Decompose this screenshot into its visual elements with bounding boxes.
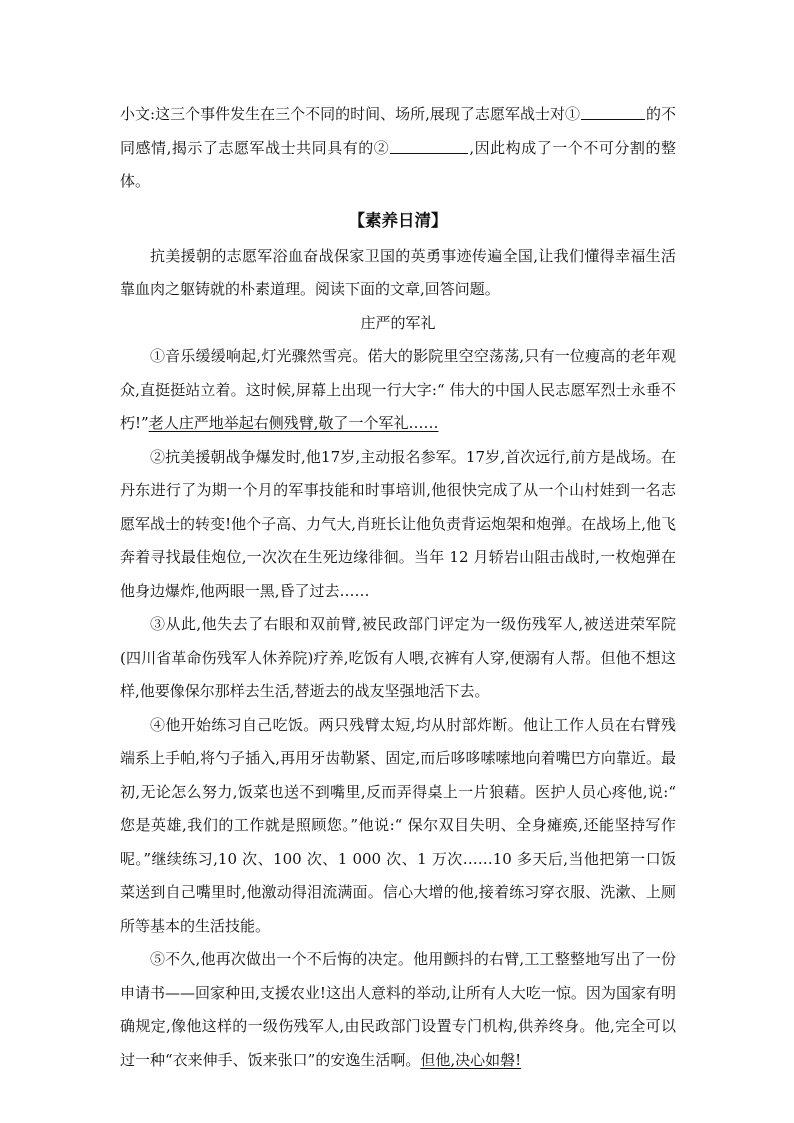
answer-blank-1[interactable] bbox=[581, 104, 645, 120]
intro-text-1: 小文:这三个事件发生在三个不同的时间、场所,展现了志愿军战士对① bbox=[120, 105, 580, 123]
paragraph-1-underlined: 老人庄严地举起右侧残臂,敬了一个军礼…… bbox=[148, 414, 439, 432]
article-paragraph-4: ④他开始练习自己吃饭。两只残臂太短,均从肘部炸断。他让工作人员在右臂残端系上手帕,将勺子插入,再用牙齿勒紧、固定,而后哆哆嗦嗦地向着嘴巴方向靠近。最初,无论怎么努力,饭菜也送不到嘴里,反而弄得桌上一片狼藉。医护人员心疼他,说:“ 您是英雄,我们的工作就是照顾您。”他说:“ 保尔双目失明、全身瘫痪,还能坚持写作呢。”继续练习,10 次、100 次、1 000 次、1 万次……10 多天后,当他把第一口饭菜送到自己嘴里时,他激动得泪流满面。信心大增的他,接着练习穿衣服、洗漱、上厕所等基本的生活技能。 bbox=[120, 715, 676, 935]
article-paragraph-5 bbox=[120, 943, 676, 1077]
paragraph-5-underlined: 但他,决心如磐! bbox=[420, 1050, 522, 1069]
answer-blank-2[interactable] bbox=[390, 138, 468, 154]
article-paragraph-2: ②抗美援朝战争爆发时,他17岁,主动报名参军。17岁,首次远行,前方是战场。在丹东进行了为期一个月的军事技能和时事培训,他很快完成了从一个山村娃到一名志愿军战士的转变!他个子高、力气大,肖班长让他负责背运炮架和炮弹。在战场上,他飞奔着寻找最佳炮位,一次次在生死边缘徘徊。当年 12 月轿岩山阻击战时,一枚炮弹在他身边爆炸,他两眼一黑,昏了过去…… bbox=[120, 447, 676, 600]
intro-paragraph bbox=[120, 98, 676, 199]
article-title: 庄严的军礼 bbox=[360, 313, 436, 332]
paragraph-5-text: ⑤不久,他再次做出一个不后悔的决定。他用颤抖的右臂,工工整整地写出了一份申请书——回家种田,支援农业!这出人意料的举动,让所有人大吃一惊。因为国家有明确规定,像他这样的一级伤残军人,由民政部门设置专门机构,供养终身。他,完全可以过一种“衣来伸手、饭来张口”的安逸生活啊。 bbox=[120, 950, 676, 1069]
document-page bbox=[120, 98, 676, 1077]
article-paragraph-1 bbox=[120, 340, 676, 441]
intro-text-2: 的不同感情,揭示了志愿军战士共同具有的② bbox=[120, 105, 676, 157]
paragraph-1-text: ①音乐缓缓响起,灯光骤然雪亮。偌大的影院里空空荡荡,只有一位瘦高的老年观众,直挺挺站立着。这时候,屏幕上出现一行大字:“ 伟大的中国人民志愿军烈士永垂不朽!” bbox=[120, 347, 676, 432]
section-title: 【素养日清】 bbox=[348, 210, 448, 230]
intro-text-3: ,因此构成了一个不可分割的整体。 bbox=[120, 138, 676, 190]
lead-paragraph: 抗美援朝的志愿军浴血奋战保家卫国的英勇事迹传遍全国,让我们懂得幸福生活靠血肉之躯铸就的朴素道理。阅读下面的文章,回答问题。 bbox=[120, 246, 676, 298]
article-paragraph-3: ③从此,他失去了右眼和双前臂,被民政部门评定为一级伤残军人,被送进荣军院(四川省革命伤残军人休养院)疗养,吃饭有人喂,衣裤有人穿,便溺有人帮。但他不想这样,他要像保尔那样去生活,替逝去的战友坚强地活下去。 bbox=[120, 615, 676, 700]
